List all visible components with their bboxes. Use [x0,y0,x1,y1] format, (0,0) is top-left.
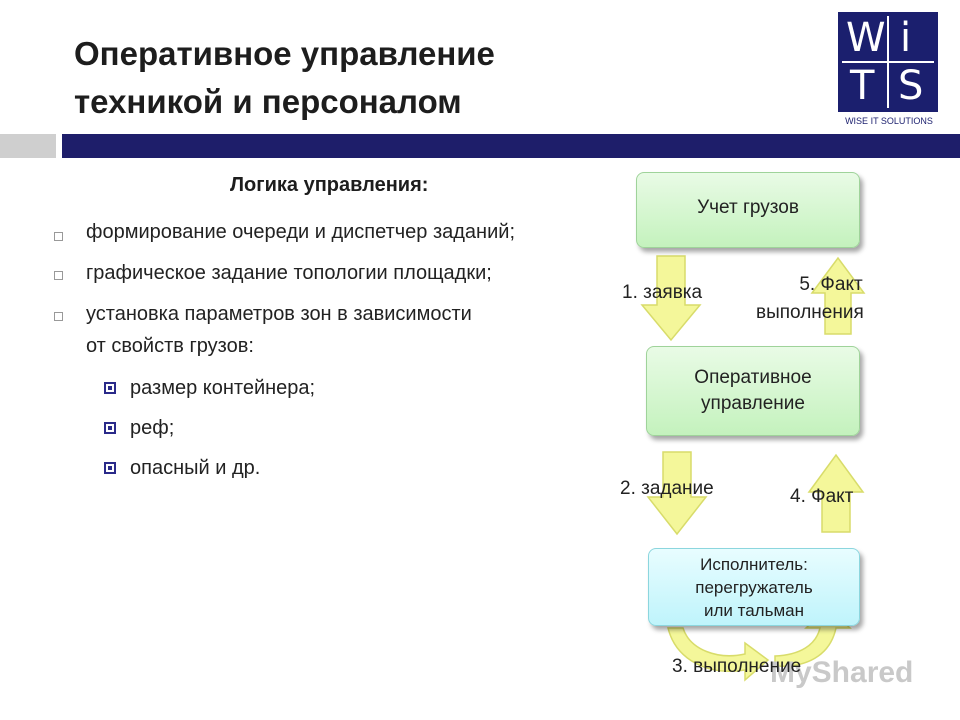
step-label-fact-done-1: 5. Факт [799,274,863,295]
logo-letter-w: W [846,15,886,61]
bullet-item: графическое задание топологии площадки; [86,262,492,284]
step-label-fact-done-2: выполнения [756,302,864,323]
logo-letter-s: S [898,63,924,109]
sub-bullet-item: размер контейнера; [130,377,316,399]
box-operational-control [646,346,860,436]
box-executor [648,548,860,626]
sub-bullet-item: реф; [130,417,175,439]
logo-letter-t: T [850,63,875,109]
box-cargo-accounting-label: Учет грузов [697,197,799,218]
box-operational-control-line2: управление [701,393,805,414]
step-label-request: 1. заявка [622,282,703,303]
box-operational-control-line1: Оперативное [694,367,812,388]
title-line-1: Оперативное управление [74,35,495,72]
step-label-task: 2. задание [620,478,714,499]
bullet-item: установка параметров зон в зависимости [86,303,472,325]
sub-bullet-item: опасный и др. [130,457,261,479]
box-executor-line1: Исполнитель: [700,555,808,574]
box-executor-line3: или тальман [704,601,804,620]
title-line-2: техникой и персоналом [74,83,462,120]
bullet-item-continuation: от свойств грузов: [86,335,254,357]
box-executor-line2: перегружатель [695,578,813,597]
logic-heading: Логика управления: [230,174,429,196]
bullet-item: формирование очереди и диспетчер заданий; [86,221,515,243]
step-label-execution: 3. выполнение [672,656,802,677]
step-label-fact: 4. Факт [790,486,854,507]
logo-letter-i: i [900,15,912,61]
box-cargo-accounting [636,172,860,248]
watermark: MyShared [770,656,914,689]
logo-caption: WISE IT SOLUTIONS [845,116,933,126]
